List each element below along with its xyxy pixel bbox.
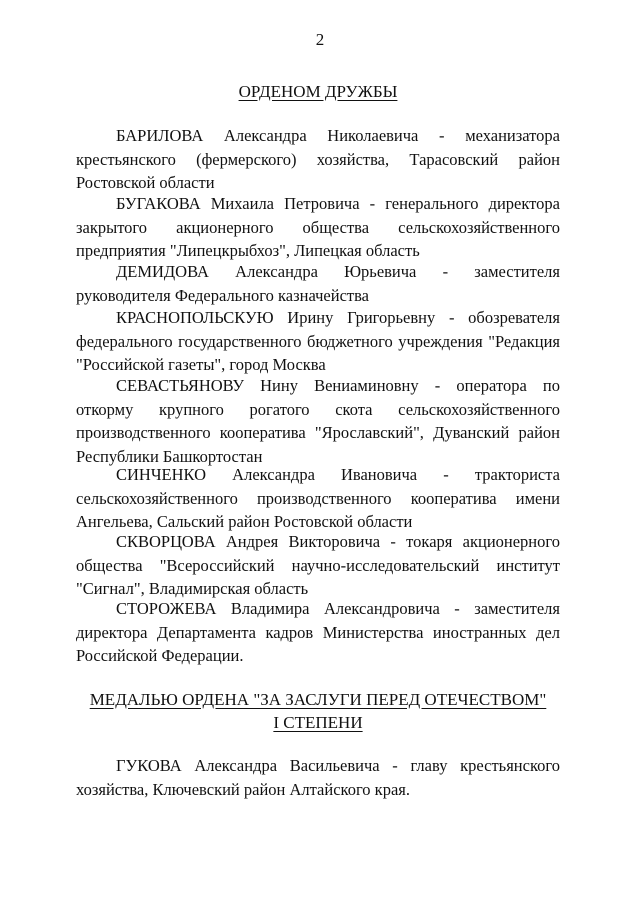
award-entry: ГУКОВА Александра Васильевича - главу крестьянского хозяйства, Ключевский район Алтайского края. [76, 756, 560, 799]
section-title-medal-line2: I СТЕПЕНИ [273, 713, 363, 732]
award-entry: СТОРОЖЕВА Владимира Александровича - заместителя директора Департамента кадров Министерства иностранных дел Российской Федерации. [76, 599, 560, 665]
section-title-order-of-friendship: ОРДЕНОМ ДРУЖБЫ [238, 82, 398, 101]
page-number: 2 [315, 30, 325, 49]
award-entry: БУГАКОВА Михаила Петровича - генерального директора закрытого акционерного общества сельскохозяйственного предприятия "Липецкрыбхоз", Липецкая область [76, 194, 560, 260]
award-entry: ДЕМИДОВА Александра Юрьевича - заместителя руководителя Федерального казначейства [76, 262, 560, 305]
award-entry: БАРИЛОВА Александра Николаевича - механизатора крестьянского (фермерского) хозяйства, Тарасовский район Ростовской области [76, 126, 560, 192]
award-entry: СИНЧЕНКО Александра Ивановича - тракториста сельскохозяйственного производственного кооператива имени Ангельева, Сальский район Ростовской области [76, 465, 560, 531]
award-entry: КРАСНОПОЛЬСКУЮ Ирину Григорьевну - обозревателя федерального государственного бюджетного учреждения "Редакция "Российской газеты", город Москва [76, 308, 560, 374]
award-entry: СКВОРЦОВА Андрея Викторовича - токаря акционерного общества "Всероссийский научно-исследовательский институт "Сигнал", Владимирская область [76, 532, 560, 598]
section-title-medal-line1: МЕДАЛЬЮ ОРДЕНА "ЗА ЗАСЛУГИ ПЕРЕД ОТЕЧЕСТВОМ" [89, 690, 547, 709]
award-entry: СЕВАСТЬЯНОВУ Нину Вениаминовну - оператора по откорму крупного рогатого скота сельскохозяйственного производственного кооператива "Ярославский", Дуванский район Республики Башкортостан [76, 376, 560, 466]
